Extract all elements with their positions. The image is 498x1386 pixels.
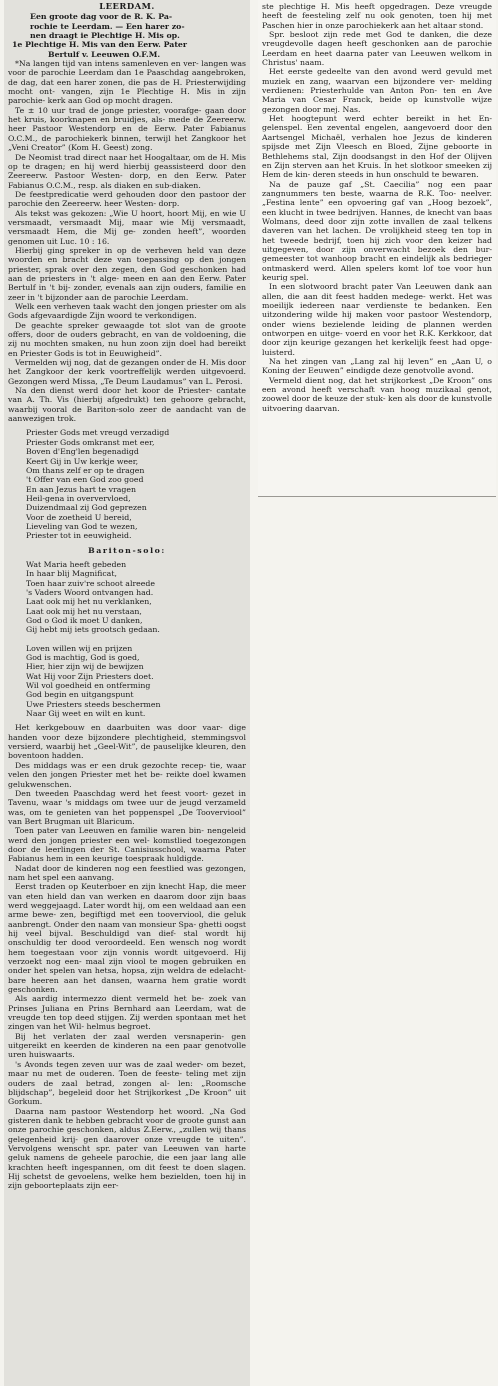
article-right-column [258, 0, 496, 496]
paragraph: Na het zingen van „Lang zal hij leven” en „Aan U, o Koning der Eeuwen” eindigde deze genotvolle avond. [262, 357, 492, 376]
poem-line: In haar blij Magnificat, [26, 569, 117, 579]
paragraph: Hierbij ging spreker in op de verheven held van deze woorden en bracht deze van toepassing op den jongen priester, sprak over den zegen, den God geschonken had aan de priesters in 't alge- meen en aan den Eerw. Pater Bertulf in 't bij- zonder, evenals aan zijn ouders, familie en zeer in 't bijzonder aan de parochie Leerdam. [8, 245, 246, 302]
poem-line: Uwe Priesters steeds beschermen [26, 699, 161, 709]
paragraph: Als aardig intermezzo dient vermeld het be- zoek van Prinses Juliana en Prins Bernhard aan Leerdam, wat de vreugde ten top deed stijgen. Zij werden spontaan met het zingen van het Wil- helmus begroet. [8, 994, 246, 1032]
poem-line: God is machtig, God is goed, [26, 653, 140, 663]
poem-line: Priester Gods met vreugd verzadigd [26, 428, 170, 438]
paragraph: De Neomist trad direct naar het Hoogaltaar, om de H. Mis op te dragen; en hij werd hierbij geassisteerd door den Zeereerw. Pastoor Westen- dorp, en den Eerw. Pater Fabianus O.C.M., resp. als diaken en sub-diaken. [8, 152, 246, 190]
poem-line: Voor de zoetheid U bereid, [26, 512, 132, 522]
paragraph: Bij het verlaten der zaal werden versnaperin- gen uitgereikt en keerden de kinderen na een paar genotvolle uren huiswaarts. [8, 1031, 246, 1060]
poem-line: Wat Hij voor Zijn Priesters doet. [26, 671, 154, 681]
poem-line: God o God ik moet U danken, [26, 616, 143, 625]
poem-line: Wat Maria heeft gebeden [26, 559, 127, 569]
paragraph: Vermelden wij nog, dat de gezangen onder de H. Mis door het Zangkoor der kerk voortreffelijk werden uitgevoerd. Gezongen werd Missa, „Te Deum Laudamus” van L. Perosi. [8, 358, 246, 386]
paragraph: 's Avonds tegen zeven uur was de zaal weder- om bezet, maar nu met de ouderen. Toen de feeste- teling met zijn ouders de zaal betrad, zongen al- len: „Roomsche blijdschap”, begeleid door het Strijkorkest „De Kroon” uit Gorkum. [8, 1059, 246, 1107]
poem-line: Laat ook mij het nu verstaan, [26, 606, 142, 616]
paragraph: Het hoogtepunt werd echter bereikt in het En- gelenspel. Een zevental engelen, aangevoerd door den Aartsengel Michaël, verhalen hoe Jezus de kinderen spijsde met Zijn Vleesch en Bloed, Zijne geboorte in Bethlehems stal, Zijn doodsangst in den Hof der Olijven en Zijn sterven aan het Kruis. In het slotkoor smeeken zij Hem de kin- deren steeds in hun onschuld te bewaren. [262, 114, 492, 180]
poem-line: God begin en uitgangspunt [26, 690, 134, 700]
poem-line: Duizendmaal zij God geprezen [26, 503, 147, 513]
paragraph: Toen pater van Leeuwen en familie waren bin- nengeleid werd den jongen priester een wel- komstlied toegezongen door de leerlingen der St. Canisiusschool, waarna Pater Fabianus hem in een keurige toespraak huldigde. [8, 826, 246, 864]
poem-line: 't Offer van een God zoo goed [26, 475, 144, 485]
poem-line: En aan Jezus hart te vragen [26, 484, 136, 494]
paragraph: Te ± 10 uur trad de jonge priester, voorafge- gaan door het kruis, koorknapen en bruidjes, als- mede de Zeereerw. heer Pastoor Westendorp en de Eerw. Pater Fabianus O.C.M., de parochiekerk binnen, terwijl het Zangkoor het „Veni Creator” (Kom H. Geest) zong. [8, 105, 246, 153]
stanza-gap [26, 635, 246, 644]
paragraph: In een slotwoord bracht pater Van Leeuwen dank aan allen, die aan dit feest hadden medege- werkt. Het was moeilijk iedereen naar verdienste te bedanken. Een uitzondering wilde hij maken voor pastoor Westendorp, onder wiens bezielende leiding de plannen werden ontworpen en uitge- voerd en voor het R.K. Kerkkoor, dat door zijn keurige gezangen het kerkelijk feest had opge- luisterd. [262, 282, 492, 357]
paragraph: Daarna nam pastoor Westendorp het woord. „Na God gisteren dank te hebben gebracht voor de groote gunst aan onze parochie geschonken, aldus Z.Eerw., „zullen wij thans gelegenheid krij- gen daarover onze vreugde te uiten”. Vervolgens wenscht spr. pater van Leeuwen van harte geluk namens de geheele parochie, die een jaar lang alle krachten heeft ingespannen, om dit feest te doen slagen. Hij schetst de gevoelens, welke hem bezielden, toen hij in zijn geboorteplaats zijn eer- [8, 1106, 246, 1191]
poem-line: Gij hebt mij iets grootsch gedaan. [26, 625, 160, 635]
paragraph: De feestpredicatie werd gehouden door den pastoor der parochie den Zeereerw. heer Westen- dorp. [8, 189, 246, 209]
column-gutter [252, 0, 256, 1386]
poem-line: Wil vol goedheid en ontferming [26, 681, 151, 691]
poem-line: Boven d'Eng'len begenadigd [26, 447, 139, 457]
paragraph: Den tweeden Paaschdag werd het feest voort- gezet in Tavenu, waar 's middags om twee uur de jeugd verzameld was, om te genieten van het poppenspel „De Tooverviool” van Bert Brugman uit Blaricum. [8, 788, 246, 826]
paragraph: Na de pauze gaf „St. Caecilia” nog een paar zangnummers ten beste, waarna de R.K. Too- neelver. „Festina lente” een opvoering gaf van „Hoog bezoek”, een klucht in twee bedrijven. Hannes, de knecht van baas Wolmans, deed door zijn zotte invallen de zaal telkens daveren van het lachen. De vrolijkheid steeg ten top in het tweede bedrijf, toen hij zich voor den keizer had uitgegeven, door zijn onverwacht bezoek den bur- gemeester tot wanhoop bracht en eindelijk als bedrieger ontmaskerd werd. Allen spelers komt lof toe voor hun keurig spel. [262, 179, 492, 282]
article-subhead-2: rochie te Leerdam. — Een harer zo- [30, 21, 185, 31]
poem-line: Hier, hier zijn wij de bewijzen [26, 662, 144, 672]
article-subhead-3: nen draagt ie Plechtige H. Mis op. [30, 31, 180, 41]
paragraph: *Na langen tijd van intens samenleven en ver- langen was voor de parochie Leerdam dan 1e Paaschdag aangebroken, de dag, dat een harer zonen, die pas de H. Priesterwijding mocht ont- vangen, zijn 1e Plechtige H. Mis in zijn parochie- kerk aan God op mocht dragen. [8, 59, 246, 106]
paragraph: Vermeld dient nog, dat het strijkorkest „De Kroon” ons een avond heeft verschaft van hoog muzikaal genot, zoowel door de keuze der stuk- ken als door de kunstvolle uitvoering daarvan. [262, 375, 492, 413]
paragraph: Het kerkgebouw en daarbuiten was door vaar- dige handen voor deze bijzondere plechtigheid, stemmingsvol versierd, waarbij het „Geel-Wit”, de pauselijke kleuren, den boventoon hadden. [8, 723, 246, 761]
article-subhead-1: Een groote dag voor de R. K. Pa- [30, 12, 173, 22]
paragraph: Als tekst was gekozen: „Wie U hoort, hoort Mij, en wie U versmaadt, versmaadt Mij, maar wie Mij versmaadt, versmaadt Hem, die Mij ge- zonden heeft”, woorden genomen uit Luc. 10 : 16. [8, 208, 246, 246]
poem-line: 's Vaders Woord ontvangen had. [26, 587, 154, 597]
paragraph: Na den dienst werd door het koor de Priester- cantate van A. Th. Vis (hierbij afgedrukt) ten gehoore gebracht, waarbij vooral de Bariton-solo zeer de aandacht van de aanwezigen trok. [8, 386, 246, 424]
paragraph: ste plechtige H. Mis heeft opgedragen. Deze vreugde heeft de feesteling zelf nu ook genoten, toen hij met Paschen hier in onze parochiekerk aan het altaar stond. [262, 2, 492, 30]
cantata-poem [26, 428, 246, 540]
poem-line: Keert Gij in Uw kerkje weer, [26, 456, 139, 466]
article-left-column [4, 0, 250, 1386]
article-title: LEERDAM. [99, 1, 155, 11]
column-end-rule [258, 496, 496, 497]
poem-line: Om thans zelf er op te dragen [26, 465, 145, 475]
poem-line: Priester tot in eeuwigheid. [26, 531, 132, 541]
paragraph: Eerst traden op Keuterboer en zijn knecht Hap, die meer van eten hield dan van werken en daarom door zijn baas werd weggejaagd. Later wordt hij, om een weldaad aan een arme bewe- zen, begiftigd met een tooverviool, die geluk aanbrengt. Onder den naam van monsieur Spa- ghetti oogst hij veel bijval. Beschuldigd van dief- stal wordt hij onschuldig ter dood veroordeeld. Een wensch nog wordt hem toegestaan voor zijn vonnis wordt uitgevoerd. Hij verzoekt nog een- maal zijn viool te mogen gebruiken en onder het spelen van hetsa, hopsa, zijn weldra de edelacht- bare heeren aan het dansen, waarna hem gratie wordt geschonken. [8, 882, 246, 995]
article-subhead-4: 1e Plechtige H. Mis van den Eerw. Pater [12, 40, 187, 50]
poem-line: Priester Gods omkranst met eer, [26, 437, 155, 447]
paragraph: Het eerste gedeelte van den avond werd gevuld met muziek en zang, waarvan een bijzondere ver- melding verdienen: Priesterhulde van Anton Pon- ten en Ave Maria van Cesar Franck, beide op kunstvolle wijze gezongen door mej. Nas. [262, 67, 492, 114]
paragraph: De geachte spreker gewaagde tot slot van de groote offers, door de ouders gebracht, en van de voldoening, die zij nu mochten smaken, nu hun zoon zijn doel had bereikt en Priester Gods is tot in Eeuwigheid”. [8, 320, 246, 358]
paragraph: Welk een verheven taak wacht den jongen priester om als Gods afgevaardigde Zijn woord te verkondigen. [8, 302, 246, 321]
solo-heading: Bariton-solo: [88, 545, 166, 555]
poem-line: Heil-gena in oververvloed, [26, 493, 131, 503]
poem-line: Loven willen wij en prijzen [26, 643, 133, 653]
paragraph: Des middags was er een druk gezochte recep- tie, waar velen den jongen Priester met het be- reikte doel kwamen gelukwenschen. [8, 760, 246, 789]
paragraph: Nadat door de kinderen nog een feestlied was gezongen, nam het spel een aanvang. [8, 863, 246, 882]
article-subhead-5: Bertulf v. Leeuwen O.F.M. [48, 49, 161, 59]
poem-line: Laat ook mij het nu verklanken, [26, 597, 152, 607]
poem-line: Lieveling van God te wezen, [26, 521, 138, 531]
paragraph: Spr. besloot zijn rede met God te danken, die deze vreugdevolle dagen heeft geschonken aan de parochie Leerdam en heet daarna pater van Leeuwen welkom in Christus' naam. [262, 30, 492, 68]
poem-line: Naar Gij weet en wilt en kunt. [26, 709, 146, 719]
poem-line: Toen haar zuiv're schoot alreede [26, 578, 156, 588]
bariton-solo-poem [26, 560, 246, 719]
